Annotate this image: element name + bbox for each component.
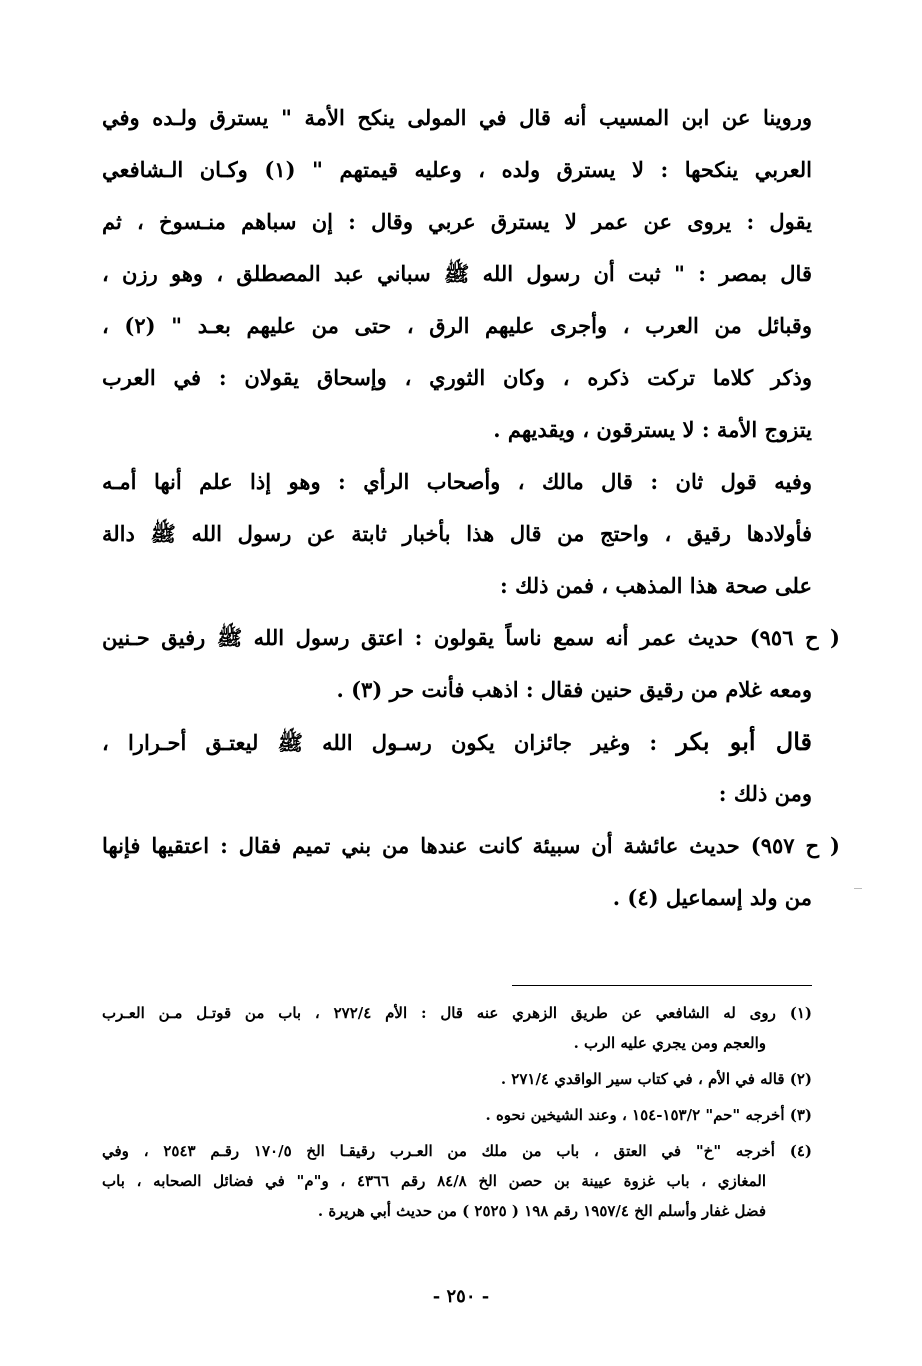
footnotes [102, 998, 812, 1226]
text-line: وذكر كلاما تركت ذكره ، وكان الثوري ، وإسحاق يقولان : في العرب [102, 365, 812, 390]
page-number: - ٢٥٠ - [432, 1286, 490, 1307]
text-line: وفيه قول ثان : قال مالك ، وأصحاب الرأي : وهو إذا علم أنها أمـه [102, 469, 812, 494]
text-span: : وغير جائزان يكون رسـول الله ﷺ ليعتـق أحـرارا ، [102, 730, 658, 755]
footnote-line: فضل غفار وأسلم الخ ١٩٥٧/٤ رقم ١٩٨ ( ٢٥٢٥ ) من حديث أبي هريرة . [317, 1202, 766, 1220]
hadith-957-line: ( ح ٩٥٧) حديث عائشة أن سبيئة كانت عندها من بني تميم فقال : اعتقيها فإنها [102, 833, 840, 858]
margin-mark [854, 888, 862, 889]
text-line: فأولادها رقيق ، واحتج من قال هذا بأخبار ثابتة عن رسول الله ﷺ دالة [102, 521, 812, 546]
footnote-line: (٣) أخرجه "حم" ١٥٣/٢-١٥٤ ، وعند الشيخين نحوه . [485, 1106, 812, 1124]
text-line: وقبائل من العرب ، وأجرى عليهم الرق ، حتى من عليهم بعـد " (٢) ، [102, 313, 812, 338]
hadith-956-line: ( ح ٩٥٦) حديث عمر أنه سمع ناساً يقولون : اعتق رسول الله ﷺ رفيق حـنين [102, 625, 840, 650]
text-line: يقول : يروى عن عمر لا يسترق عربي وقال : إن سباهم منـسوخ ، ثم [102, 209, 812, 234]
text-line: يتزوج الأمة : لا يسترقون ، ويقديهم . [493, 417, 812, 442]
text-line: على صحة هذا المذهب ، فمن ذلك : [500, 573, 812, 598]
text-line: العربي ينكحها : لا يسترق ولده ، وعليه قيمتهم " (١) وكـان الـشافعي [102, 157, 812, 182]
text-line: ومن ذلك : [718, 781, 812, 806]
main-text [102, 92, 840, 924]
footnote-line: (١) روى له الشافعي عن طريق الزهري عنه قال : الأم ٢٧٢/٤ ، باب من قوتـل مـن العـرب [102, 1004, 812, 1022]
text-line: من ولد إسماعيل (٤) . [612, 885, 812, 910]
footnote-line: (٢) قاله في الأم ، في كتاب سير الواقدي ٢٧١/٤ . [500, 1070, 812, 1088]
footnote-separator [512, 985, 812, 986]
footnote-line: والعجم ومن يجري عليه الرب . [573, 1034, 766, 1052]
text-line: ومعه غلام من رقيق حنين فقال : اذهب فأنت حر (٣) . [336, 677, 812, 702]
footnote-line: المغازي ، باب غزوة عيينة بن حصن الخ ٨٤/٨ رقم ٤٣٦٦ ، و"م" في فضائل الصحابه ، باب [102, 1172, 767, 1190]
abu-bakr-line [102, 716, 812, 768]
footnote-line: (٤) أخرجه "خ" في العتق ، باب من ملك من العـرب رقيقـا الخ ١٧٠/٥ رقـم ٢٥٤٣ ، وفي [102, 1142, 813, 1160]
text-line: وروينا عن ابن المسيب أنه قال في المولى ينكح الأمة " يسترق ولـده وفي [102, 105, 812, 130]
text-line: قال بمصر : " ثبت أن رسول الله ﷺ سباني عبد المصطلق ، وهو رزن ، [102, 261, 812, 286]
abu-bakr-heading: قال أبو بكر [676, 727, 813, 756]
